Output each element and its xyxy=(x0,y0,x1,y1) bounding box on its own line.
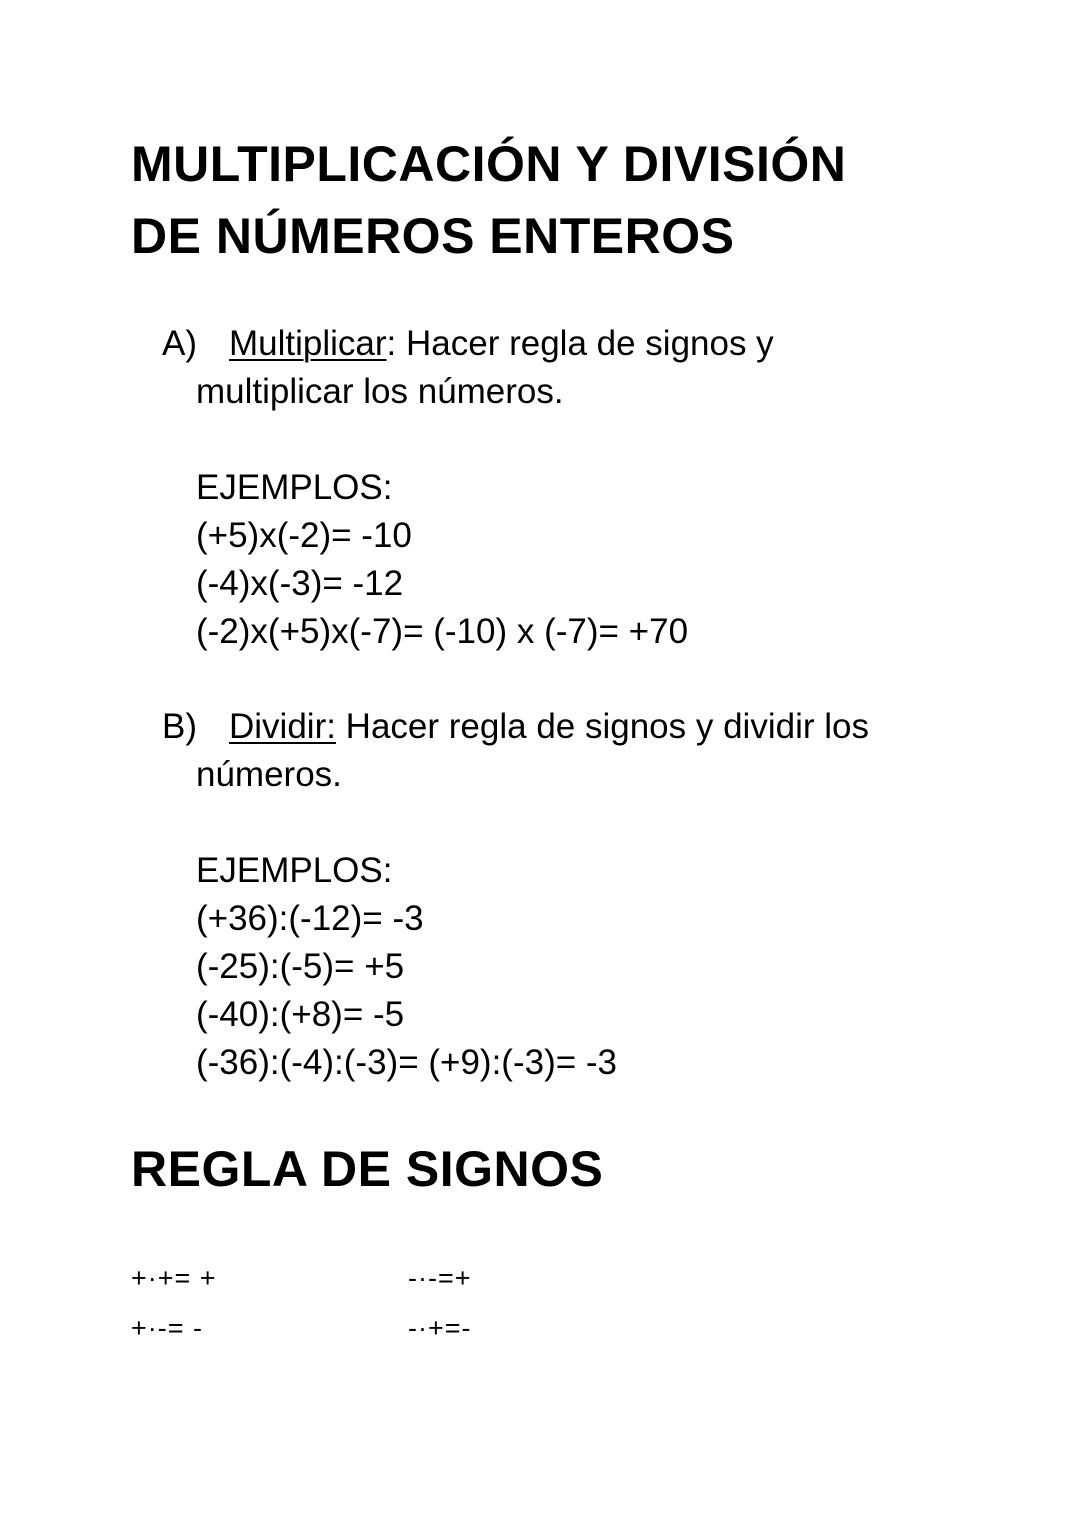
examples-label: EJEMPLOS: xyxy=(196,468,393,507)
section-b-line-2: números. xyxy=(196,755,342,794)
section-a-examples xyxy=(196,464,688,656)
page-title xyxy=(131,128,846,272)
sign-rule-minus-minus: -·-=+ xyxy=(408,1263,472,1293)
example-line: (-4)x(-3)= -12 xyxy=(196,564,404,603)
example-line: (-2)x(+5)x(-7)= (-10) x (-7)= +70 xyxy=(196,612,689,651)
section-b-text: Hacer regla de signos y dividir los xyxy=(335,707,869,746)
example-line: (-40):(+8)= -5 xyxy=(196,995,405,1034)
example-line: (+36):(-12)= -3 xyxy=(196,899,424,938)
section-a-line-2: multiplicar los números. xyxy=(196,372,564,411)
section-a-marker: A) xyxy=(162,324,197,363)
section-a-line-1 xyxy=(162,320,922,368)
title-line-1: MULTIPLICACIÓN Y DIVISIÓN xyxy=(131,136,847,192)
section-multiplicar xyxy=(162,320,922,416)
sign-rule-plus-minus: +·-= - xyxy=(131,1313,204,1343)
example-line: (-36):(-4):(-3)= (+9):(-3)= -3 xyxy=(196,1043,618,1082)
sign-rules-heading: REGLA DE SIGNOS xyxy=(131,1141,604,1197)
example-line: (-25):(-5)= +5 xyxy=(196,947,405,986)
sign-rule-plus-plus: +·+= + xyxy=(131,1263,217,1293)
examples-label: EJEMPLOS: xyxy=(196,851,393,890)
example-line: (+5)x(-2)= -10 xyxy=(196,516,412,555)
section-b-term: Dividir: xyxy=(229,707,336,746)
section-b-examples xyxy=(196,847,617,1087)
section-a-term: Multiplicar xyxy=(229,324,387,363)
section-a-text: : Hacer regla de signos y xyxy=(386,324,774,363)
section-b-line-1 xyxy=(162,703,922,751)
section-b-marker: B) xyxy=(162,707,197,746)
title-line-2: DE NÚMEROS ENTEROS xyxy=(131,208,735,264)
sign-rule-minus-plus: -·+=- xyxy=(408,1313,472,1343)
section-dividir xyxy=(162,703,922,799)
